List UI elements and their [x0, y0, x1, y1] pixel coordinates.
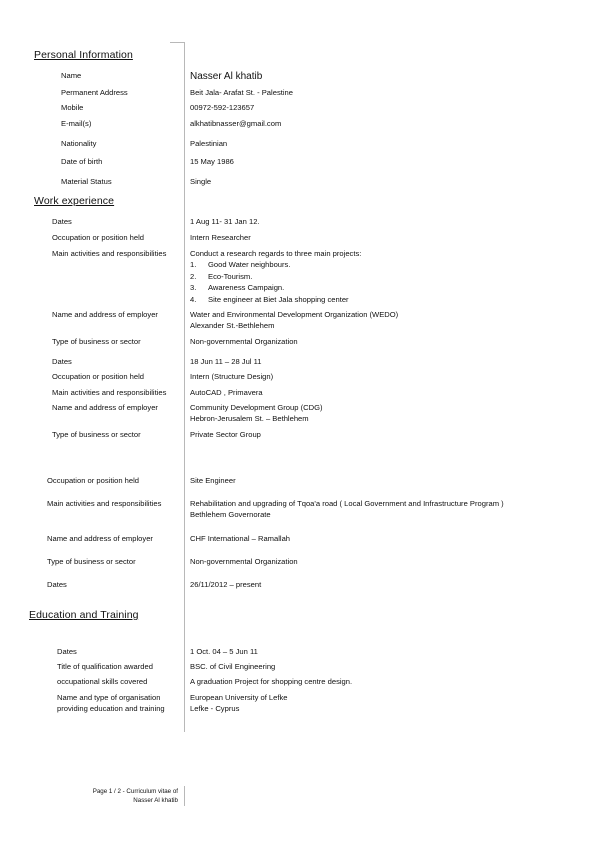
job3-occupation: Site Engineer [190, 476, 236, 485]
education-skills-label: occupational skills covered [57, 677, 148, 686]
job1-business-label: Type of business or sector [52, 337, 141, 346]
education-dates: 1 Oct. 04 – 5 Jun 11 [190, 647, 258, 656]
label-email: E-mail(s) [61, 119, 92, 128]
job1-employer: Water and Environmental Development Organization (WEDO) Alexander St.-Bethlehem [190, 310, 399, 330]
list-item: 3. Awareness Campaign. [190, 283, 285, 292]
job2-activities: AutoCAD , Primavera [190, 388, 263, 397]
job1-dates: 1 Aug 11- 31 Jan 12. [190, 217, 260, 226]
education-qualification: BSC. of Civil Engineering [190, 662, 276, 671]
label-marital-status: Material Status [61, 177, 112, 186]
value-email[interactable]: alkhatibnasser@gmail.com [190, 119, 282, 128]
job2-employer-label: Name and address of employer [52, 403, 158, 412]
job1-occupation: Intern Researcher [190, 233, 251, 242]
label-name: Name [61, 71, 82, 80]
label-dob: Date of birth [61, 157, 103, 166]
job1-activities-list [190, 259, 349, 305]
job1-business: Non-governmental Organization [190, 337, 298, 346]
job2-business-label: Type of business or sector [52, 430, 141, 439]
job2-activities-label: Main activities and responsibilities [52, 388, 167, 397]
value-mobile: 00972-592-123657 [190, 103, 255, 112]
section-title-personal: Personal Information [34, 49, 133, 61]
footer-divider [184, 786, 185, 806]
job1-activities-label: Main activities and responsibilities [52, 249, 167, 258]
job1-occupation-label: Occupation or position held [52, 233, 145, 242]
job2-dates-label: Dates [52, 357, 72, 366]
divider-top-tick [170, 42, 184, 43]
value-nationality: Palestinian [190, 139, 228, 148]
list-item: 2. Eco-Tourism. [190, 271, 253, 281]
job2-employer: Community Development Group (CDG) Hebron-Jerusalem St. – Bethlehem [190, 403, 323, 423]
education-skills: A graduation Project for shopping centre design. [190, 677, 353, 686]
job1-activities-intro: Conduct a research regards to three main projects: [190, 249, 362, 258]
vertical-divider [184, 42, 185, 732]
job3-employer-label: Name and address of employer [47, 534, 153, 543]
section-title-education: Education and Training [29, 609, 139, 621]
job3-business-label: Type of business or sector [47, 557, 136, 566]
section-title-work: Work experience [34, 195, 115, 207]
job3-dates: 26/11/2012 – present [190, 580, 262, 589]
job1-employer-label: Name and address of employer [52, 310, 158, 319]
job3-business: Non-governmental Organization [190, 557, 298, 566]
label-nationality: Nationality [61, 139, 97, 148]
value-dob: 15 May 1986 [190, 157, 234, 166]
education-org: European University of Lefke Lefke - Cyprus [190, 693, 288, 713]
education-dates-label: Dates [57, 647, 77, 656]
list-item: 1. Good Water neighbours. [190, 260, 291, 269]
job3-activities: Rehabilitation and upgrading of Tqoa'a road ( Local Government and Infrastructure Program ) Bethlehem Governorate [190, 499, 504, 519]
job3-dates-label: Dates [47, 580, 67, 589]
label-mobile: Mobile [61, 103, 84, 112]
value-address: Beit Jala- Arafat St. - Palestine [190, 88, 293, 97]
job2-occupation-label: Occupation or position held [52, 372, 145, 381]
value-name: Nasser Al khatib [190, 71, 263, 82]
job3-activities-label: Main activities and responsibilities [47, 499, 162, 508]
job2-dates: 18 Jun 11 – 28 Jul 11 [190, 357, 262, 366]
page-footer: Page 1 / 2 - Curriculum vitae of Nasser Al khatib [92, 788, 178, 804]
job2-business: Private Sector Group [190, 430, 261, 439]
list-item: 4. Site engineer at Biet Jala shopping center [190, 294, 349, 304]
education-qualification-label: Title of qualification awarded [57, 662, 153, 671]
education-org-label: Name and type of organisation providing education and training [57, 693, 165, 713]
value-marital-status: Single [190, 177, 212, 186]
job3-employer: CHF International – Ramallah [190, 534, 291, 543]
job2-occupation: Intern (Structure Design) [190, 372, 274, 381]
job1-dates-label: Dates [52, 217, 72, 226]
label-address: Permanent Address [61, 88, 128, 97]
job3-occupation-label: Occupation or position held [47, 476, 140, 485]
